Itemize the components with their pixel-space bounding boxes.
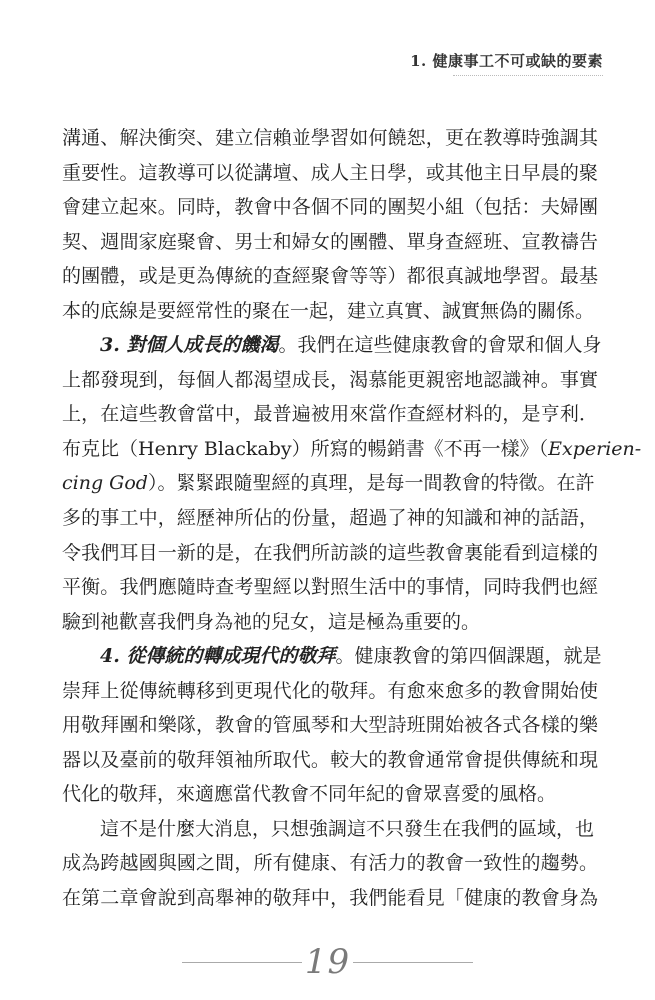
running-head: 1. 健康事工不可或缺的要素	[410, 52, 603, 70]
text-line: 多的事工中，經歷神所佔的份量，超過了神的知識和神的話語，	[62, 507, 598, 530]
text-line: 在第二章會說到高舉神的敬拜中，我們能看見「健康的教會身為	[62, 887, 598, 910]
text-line: 上都發現到，每個人都渴望成長，渴慕能更親密地認識神。事實	[62, 368, 598, 391]
text-line: 代化的敬拜，來適應當代教會不同年紀的會眾喜愛的風格。	[62, 783, 557, 806]
text-line: 器以及臺前的敬拜領袖所取代。較大的教會通常會提供傳統和現	[62, 748, 598, 771]
text-line: 這不是什麼大消息，只想強調這不只發生在我們的區域，也	[100, 817, 595, 840]
page-number-rule-right	[353, 962, 473, 963]
page-number: 19	[304, 942, 351, 982]
text-line: 驗到祂歡喜我們身為祂的兒女，這是極為重要的。	[62, 610, 481, 633]
text-line: 令我們耳目一新的是，在我們所訪談的這些教會裏能看到這樣的	[62, 541, 598, 564]
text-line: 本的底線是要經常性的聚在一起，建立真實、誠實無偽的關係。	[62, 299, 595, 322]
text-line: 會建立起來。同時，教會中各個不同的團契小組（包括：夫婦團	[62, 196, 598, 219]
section-heading: 4. 從傳統的轉成現代的敬拜	[100, 645, 336, 668]
text-line: 崇拜上從傳統轉移到更現代化的敬拜。有愈來愈多的教會開始使	[62, 679, 598, 702]
section-heading: 3. 對個人成長的饑渴	[100, 334, 279, 357]
text-line: 布克比（Henry Blackaby）所寫的暢銷書《不再一樣》（Experien-	[62, 437, 642, 460]
text-line: cing God）。緊緊跟隨聖經的真理，是每一間教會的特徵。在許	[62, 472, 595, 495]
text-line: 的團體，或是更為傳統的查經聚會等等）都很真誠地學習。最基	[62, 265, 598, 288]
running-head-rule	[453, 75, 603, 76]
text-line: 3. 對個人成長的饑渴。我們在這些健康教會的會眾和個人身	[100, 334, 602, 357]
text-line: 用敬拜團和樂隊，教會的管風琴和大型詩班開始被各式各樣的樂	[62, 714, 598, 737]
body-text	[62, 121, 642, 916]
text-line: 平衡。我們應隨時查考聖經以對照生活中的事情，同時我們也經	[62, 576, 598, 599]
text-line: 契、週間家庭聚會、男士和婦女的團體、單身查經班、宣教禱告	[62, 230, 598, 253]
text-line: 溝通、解決衝突、建立信賴並學習如何饒恕，更在教導時強調其	[62, 127, 598, 149]
text-line: 重要性。這教導可以從講壇、成人主日學，或其他主日早晨的聚	[62, 161, 598, 184]
text-line: 4. 從傳統的轉成現代的敬拜。健康教會的第四個課題，就是	[100, 645, 602, 668]
text-line: 上，在這些教會當中，最普遍被用來當作查經材料的，是亨利．	[62, 403, 598, 426]
text-line: 成為跨越國與國之間，所有健康、有活力的教會一致性的趨勢。	[62, 852, 598, 875]
